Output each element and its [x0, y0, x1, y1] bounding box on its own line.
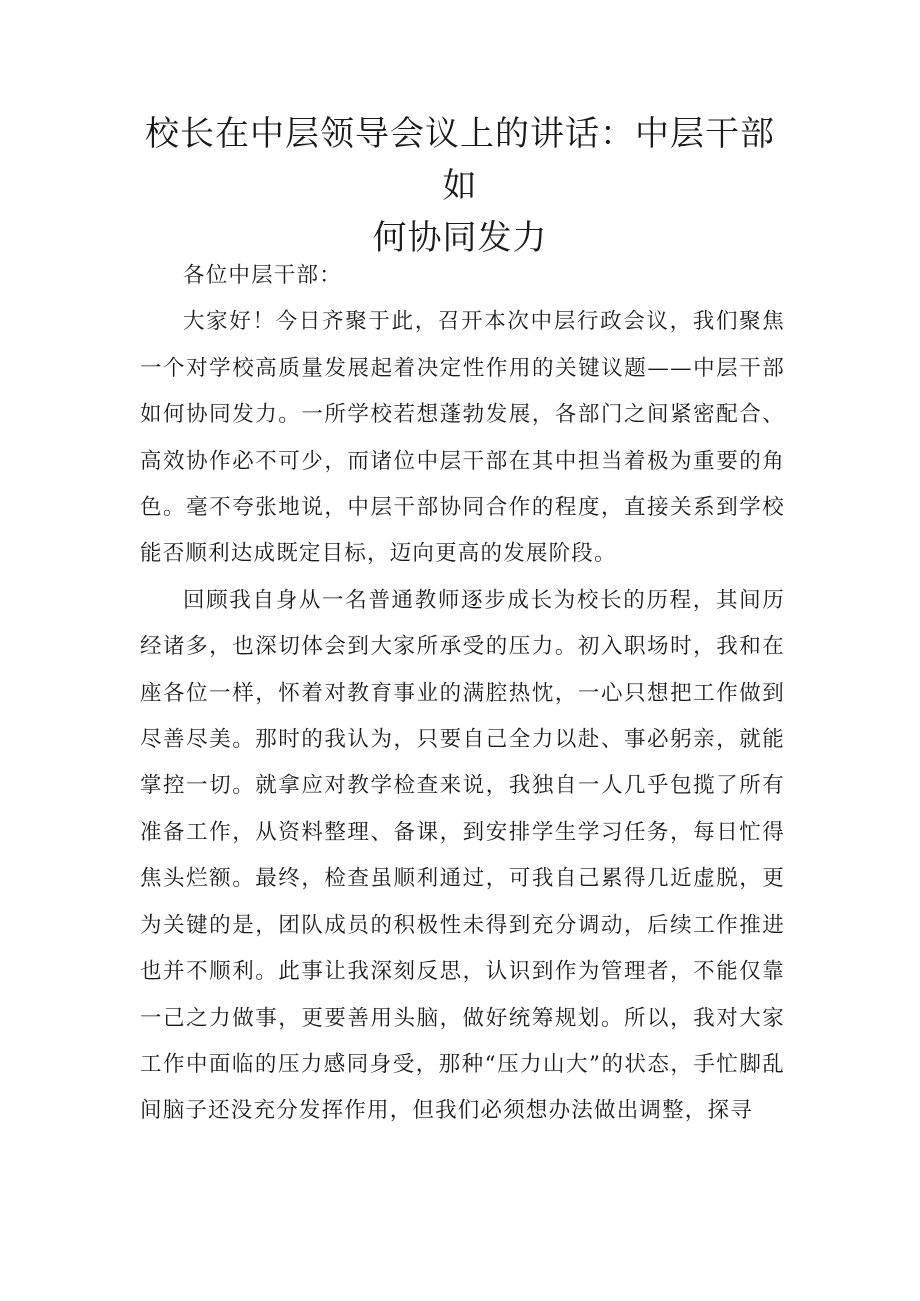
document-title — [140, 108, 780, 264]
title-line-2: 何协同发力 — [372, 218, 548, 258]
document-body — [140, 253, 785, 1135]
paragraph-opening: 大家好！今日齐聚于此，召开本次中层行政会议，我们聚焦一个对学校高质量发展起着决定性作用的关键议题——中层干部如何协同发力。一所学校若想蓬勃发展，各部门之间紧密配合、高效协作必不可少，而诸位中层干部在其中担当着极为重要的角色。毫不夸张地说，中层干部协同合作的程度，直接关系到学校能否顺利达成既定目标，迈向更高的发展阶段。 — [140, 309, 785, 567]
title-line-1: 校长在中层领导会议上的讲话：中层干部如 — [145, 114, 775, 206]
paragraph-reflection: 回顾我自身从一名普通教师逐步成长为校长的历程，其间历经诸多，也深切体会到大家所承受的压力。初入职场时，我和在座各位一样，怀着对教育事业的满腔热忱，一心只想把工作做到尽善尽美。那时的我认为，只要自己全力以赴、事必躬亲，就能掌控一切。就拿应对教学检查来说，我独自一人几乎包揽了所有准备工作，从资料整理、备课，到安排学生学习任务，每日忙得焦头烂额。最终，检查虽顺利通过，可我自己累得几近虚脱，更为关键的是，团队成员的积极性未得到充分调动，后续工作推进也并不顺利。此事让我深刻反思，认识到作为管理者，不能仅靠一己之力做事，更要善用头脑，做好统筹规划。所以，我对大家工作中面临的压力感同身受，那种“压力山大”的状态，手忙脚乱间脑子还没充分发挥作用，但我们必须想办法做出调整，探寻 — [140, 587, 785, 1124]
salutation: 各位中层干部： — [183, 263, 342, 288]
